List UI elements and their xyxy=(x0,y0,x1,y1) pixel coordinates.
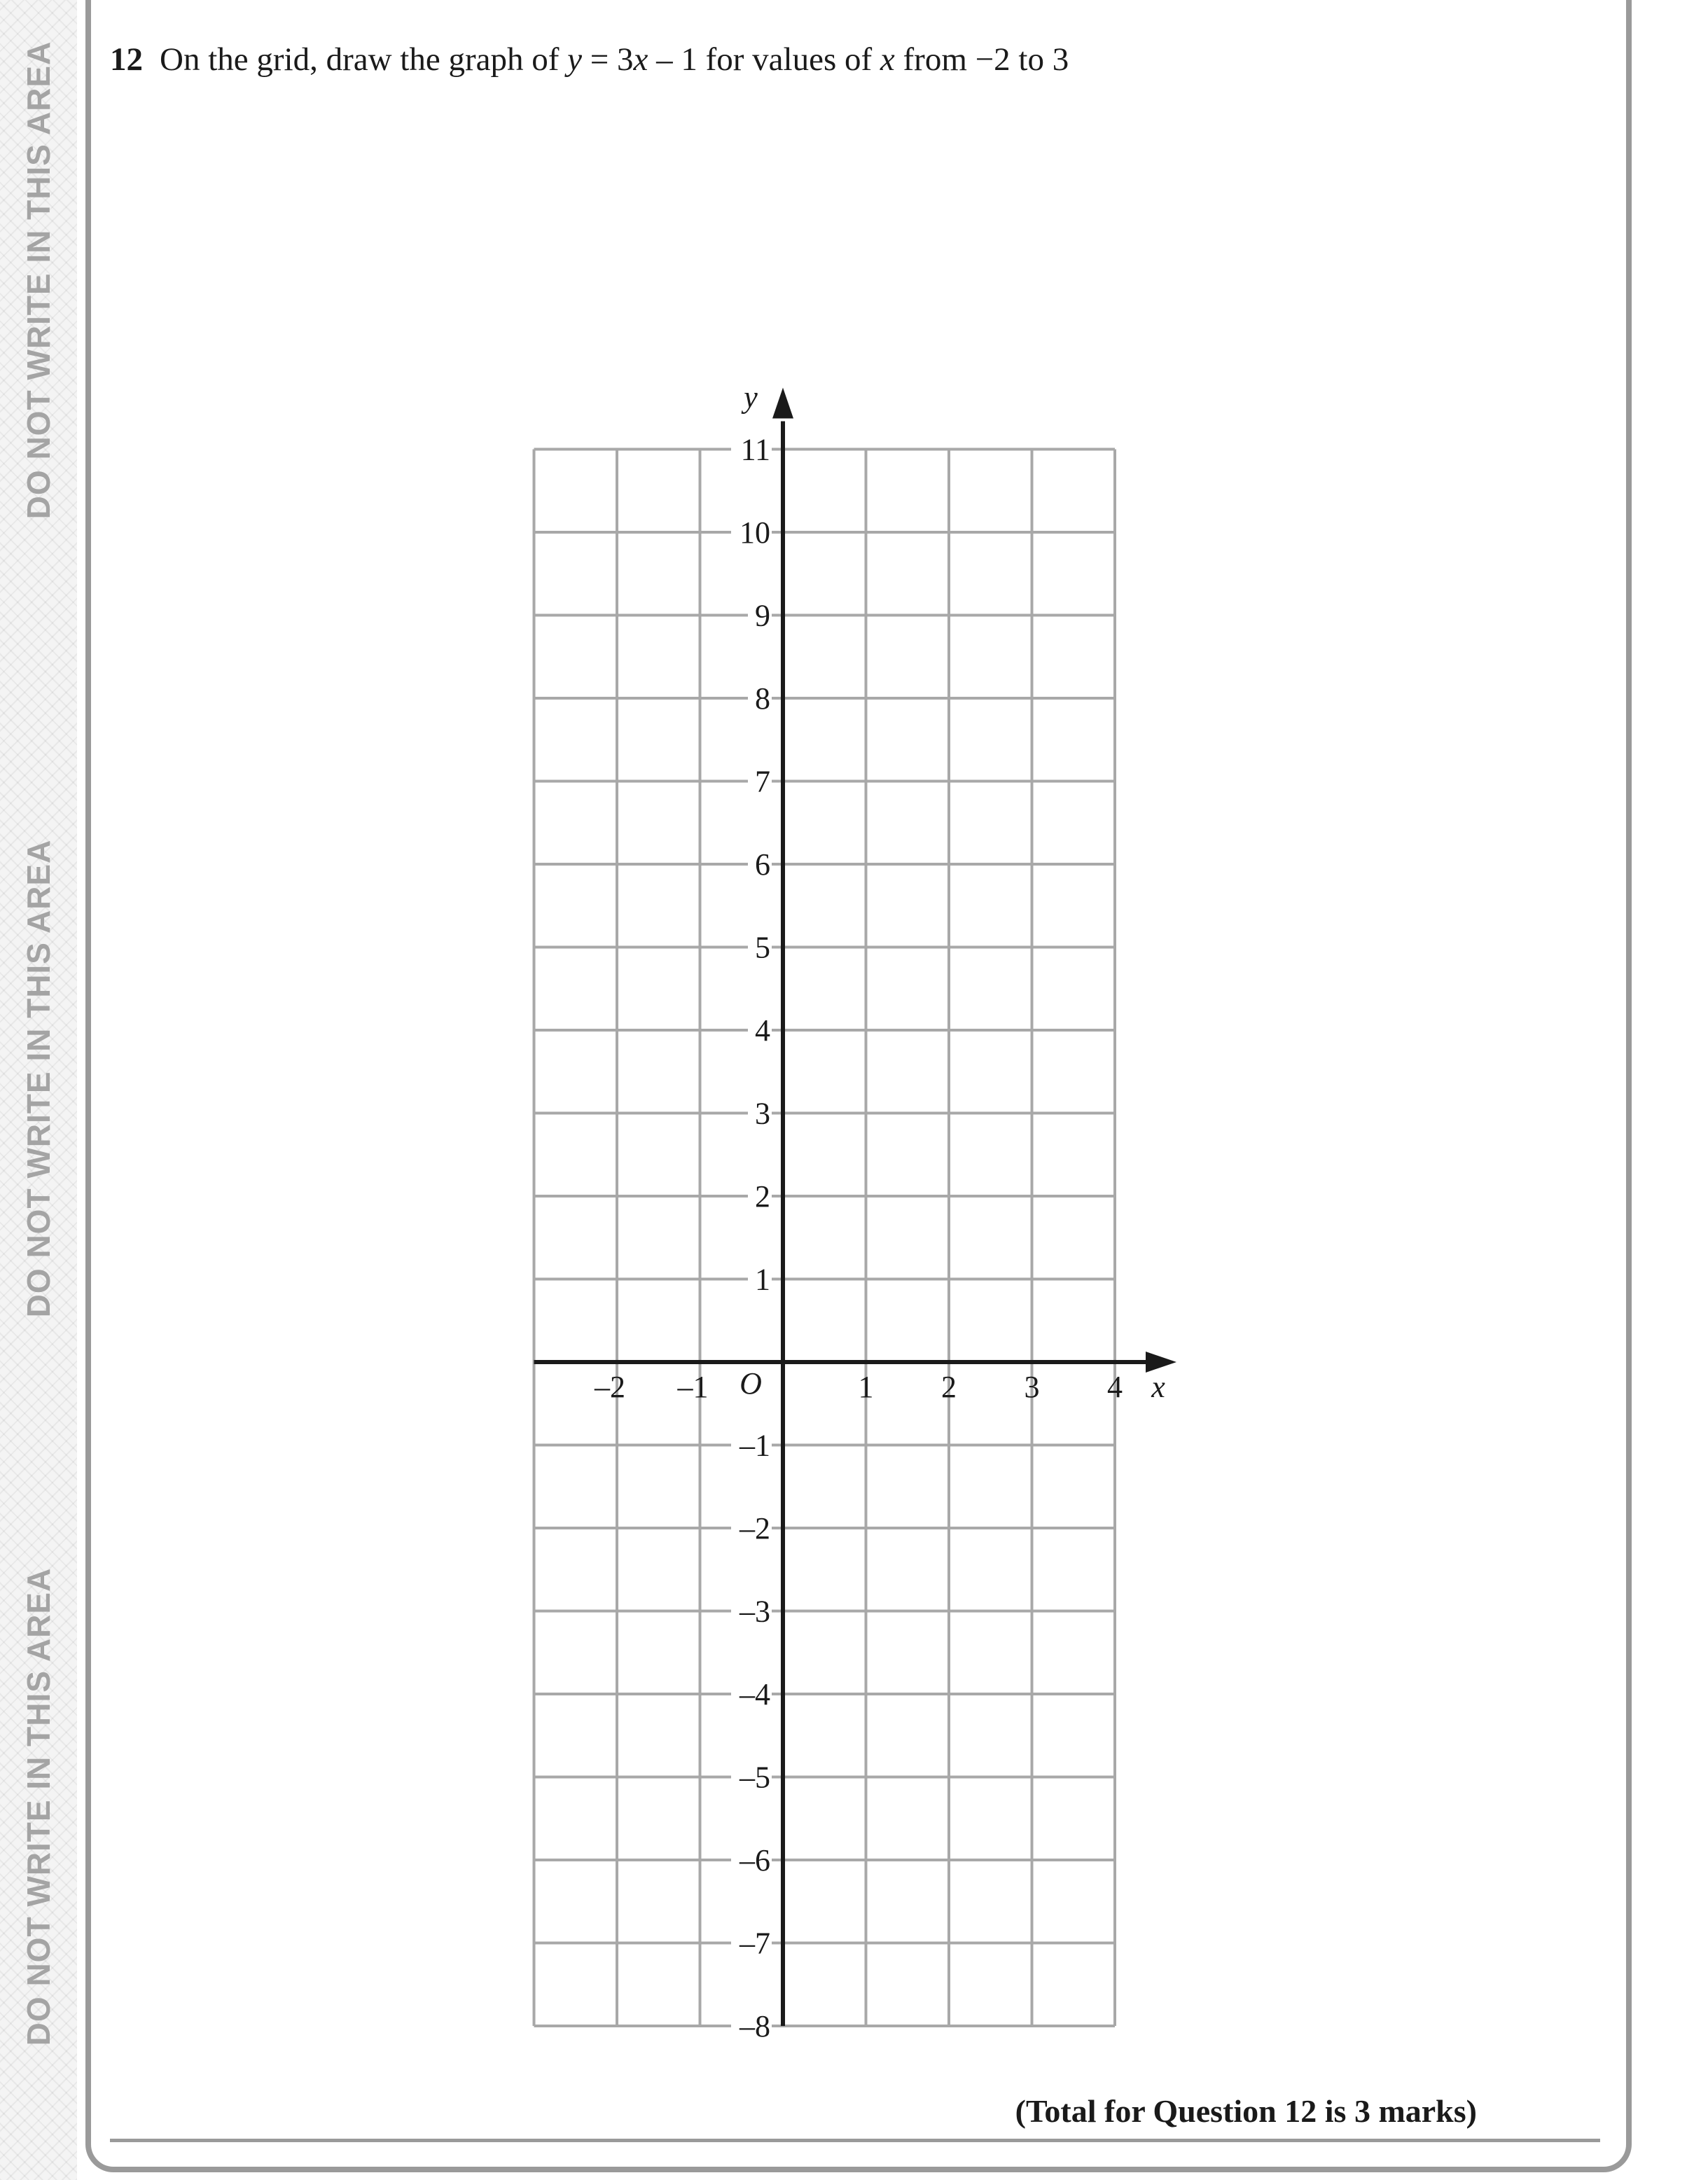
x-tick-label: 2 xyxy=(941,1370,957,1404)
x-tick-label: 1 xyxy=(858,1370,874,1404)
x-axis-label: x xyxy=(1151,1370,1165,1404)
y-tick-label: 4 xyxy=(755,1013,770,1048)
x-tick-label: 4 xyxy=(1107,1370,1123,1404)
y-tick-label: 3 xyxy=(755,1096,770,1131)
y-tick-label: 6 xyxy=(755,847,770,882)
y-tick-label: –7 xyxy=(740,1926,770,1961)
y-tick-label: 10 xyxy=(740,515,770,550)
x-tick-label: –1 xyxy=(677,1370,709,1404)
y-tick-label: –6 xyxy=(740,1843,770,1877)
total-marks: (Total for Question 12 is 3 marks) xyxy=(1015,2093,1477,2129)
question-text: 12 On the grid, draw the graph of y = 3x – 1 for values of x from −2 to 3 xyxy=(110,41,1069,78)
y-tick-label: 8 xyxy=(755,681,770,716)
origin-label: O xyxy=(740,1366,762,1401)
y-tick-label: –5 xyxy=(740,1760,770,1795)
x-tick-label: –2 xyxy=(595,1370,625,1404)
y-axis-label: y xyxy=(744,380,758,415)
y-tick-label: –1 xyxy=(740,1428,770,1463)
y-tick-label: 9 xyxy=(755,598,770,633)
y-tick-label: –3 xyxy=(740,1594,770,1629)
y-tick-label: 5 xyxy=(755,930,770,965)
y-tick-label: –8 xyxy=(740,2009,770,2043)
y-axis-arrow xyxy=(772,388,793,419)
y-tick-label: 2 xyxy=(755,1179,770,1214)
y-tick-label: –4 xyxy=(740,1677,770,1712)
y-tick-label: 11 xyxy=(740,432,770,467)
question-number: 12 xyxy=(110,41,143,78)
footer-rule xyxy=(110,2139,1600,2142)
y-tick-label: 1 xyxy=(755,1262,770,1297)
margin-strip: DO NOT WRITE IN THIS AREA DO NOT WRITE IN THIS AREA DO NOT WRITE IN THIS AREA xyxy=(0,0,77,2180)
y-tick-label: 7 xyxy=(755,764,770,799)
x-tick-label: 3 xyxy=(1024,1370,1040,1404)
y-tick-label: –2 xyxy=(740,1511,770,1546)
